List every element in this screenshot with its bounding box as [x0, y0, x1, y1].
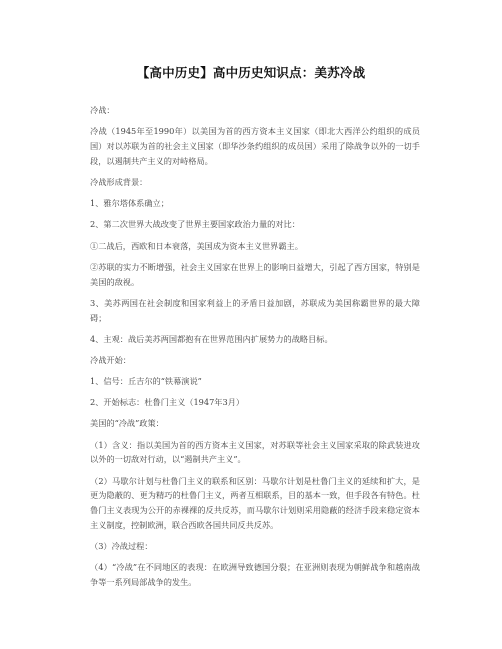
paragraph: 美国的“冷战”政策： — [90, 418, 164, 429]
document-title: 【高中历史】高中历史知识点：美苏冷战 — [136, 65, 366, 80]
paragraph: （3）冷战过程： — [90, 541, 153, 552]
paragraph: ①二战后，西欧和日本衰落，美国成为资本主义世界霸主。 — [90, 240, 303, 251]
paragraph: 2、第二次世界大战改变了世界主要国家政治力量的对比： — [90, 219, 300, 230]
paragraph: 1、信号：丘吉尔的“铁幕演说” — [90, 376, 202, 387]
paragraph: 冷战： — [90, 105, 115, 115]
paragraph: （1）含义：指以美国为首的西方资本主义国家，对苏联等社会主义国家采取的除武装进攻以外的一切敌对行动，以“遏制共产主义”。 — [90, 439, 420, 465]
paragraph: 2、开始标志：杜鲁门主义（1947年3月） — [90, 397, 245, 408]
document-body — [90, 103, 420, 596]
paragraph: 4、主观：战后美苏两国都抱有在世界范围内扩展势力的战略目标。 — [90, 333, 333, 344]
paragraph: 3、美苏两国在社会制度和国家利益上的矛盾日益加剧，苏联成为美国称霸世界的最大障碍； — [90, 297, 420, 323]
paragraph: 冷战（1945年至1990年）以美国为首的西方资本主义国家（即北大西洋公约组织的成员国）对以苏联为首的社会主义国家（即华沙条约组织的成员国）采用了除战争以外的一切手段，以遏制共产主义的对峙格局。 — [90, 126, 420, 166]
paragraph: 1、雅尔塔体系确立； — [90, 198, 169, 209]
paragraph: 冷战开始： — [90, 354, 131, 365]
paragraph: ②苏联的实力不断增强，社会主义国家在世界上的影响日益增大，引起了西方国家，特别是美国的敌视。 — [90, 261, 420, 287]
paragraph: 冷战形成背景： — [90, 176, 148, 187]
paragraph: （4）“冷战”在不同地区的表现：在欧洲导致德国分裂；在亚洲则表现为朝鲜战争和越南战争等一系列局部战争的发生。 — [90, 562, 420, 588]
paragraph: （2）马歇尔计划与杜鲁门主义的联系和区别：马歇尔计划是杜鲁门主义的延续和扩大，是更为隐蔽的、更为精巧的杜鲁门主义，两者互相联系，目的基本一致，但手段各有特色。杜鲁门主义表现为公开的赤裸裸的反共反苏，而马歇尔计划则采用隐蔽的经济手段来稳定资本主义制度，控制欧洲，联合西欧各国共同反共反苏。 — [90, 475, 420, 530]
